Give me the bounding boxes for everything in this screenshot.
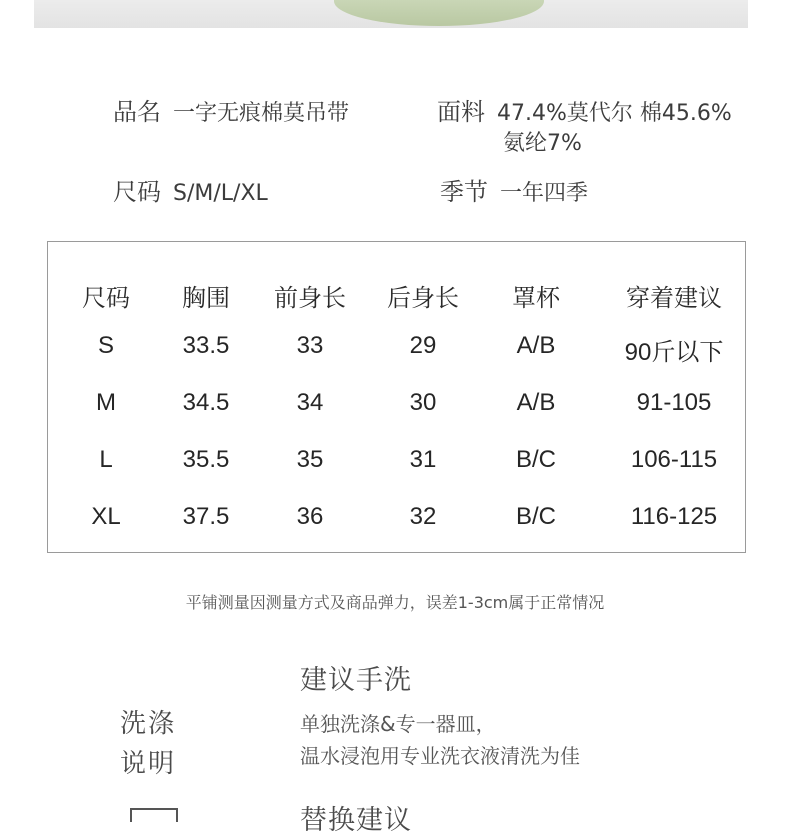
size-table-cell: 106-115 xyxy=(630,446,718,473)
washing-heading: 建议手洗 xyxy=(300,665,412,696)
size-table-cell: 37.5 xyxy=(182,503,230,530)
size-table-cell: S xyxy=(97,332,115,359)
size-table-header: 穿着建议 xyxy=(626,284,722,312)
spec-season-label: 季节 xyxy=(440,178,488,206)
size-table-cell: M xyxy=(96,389,116,416)
size-table-cell: 36 xyxy=(296,503,324,530)
size-table-cell: 30 xyxy=(409,389,437,416)
size-table-cell: 35 xyxy=(296,446,324,473)
spec-size-label: 尺码 xyxy=(113,178,161,206)
washing-title-line2: 说明 xyxy=(120,749,177,779)
size-table-cell: A/B xyxy=(516,389,556,416)
washing-title xyxy=(120,704,176,784)
size-table-header: 尺码 xyxy=(82,284,130,312)
garment-photo xyxy=(334,0,544,26)
spec-season xyxy=(440,172,588,207)
measurement-note: 平铺测量因测量方式及商品弹力，误差1-3cm属于正常情况 xyxy=(185,593,605,612)
size-table-cell: XL xyxy=(91,503,121,530)
spec-size xyxy=(113,172,268,207)
size-table-cell: L xyxy=(99,446,113,473)
washing-title-line1: 洗涤 xyxy=(120,709,177,739)
size-table-cell: 33.5 xyxy=(182,332,230,359)
size-table-cell: 33 xyxy=(296,332,324,359)
product-photo-strip xyxy=(34,0,748,28)
spec-fabric-value-line2: 氨纶7% xyxy=(503,131,582,156)
size-table-cell: 34 xyxy=(296,389,324,416)
spec-fabric-label: 面料 xyxy=(437,98,485,126)
size-table-header: 前身长 xyxy=(274,284,346,312)
size-table-cell: 90斤以下 xyxy=(624,339,724,366)
washing-line-1: 单独洗涤&专一器皿， xyxy=(300,712,496,736)
spec-name-value: 一字无痕棉莫吊带 xyxy=(173,101,350,126)
spec-season-value: 一年四季 xyxy=(500,181,589,206)
size-table-cell: B/C xyxy=(515,446,557,473)
spec-size-value: S/M/L/XL xyxy=(173,181,268,206)
size-table-cell: 31 xyxy=(409,446,437,473)
size-table-cell: 29 xyxy=(409,332,437,359)
washing-line-2: 温水浸泡用专业洗衣液清洗为佳 xyxy=(300,744,580,768)
size-table-cell: 32 xyxy=(409,503,437,530)
spec-fabric-value: 47.4%莫代尔 棉45.6% xyxy=(497,101,732,126)
size-table xyxy=(47,241,746,553)
size-table-cell: 35.5 xyxy=(182,446,230,473)
spec-name xyxy=(113,92,349,127)
size-table-cell: 91-105 xyxy=(636,389,712,416)
size-table-header: 胸围 xyxy=(182,284,230,312)
next-section-heading: 替换建议 xyxy=(300,805,412,836)
size-table-header: 罩杯 xyxy=(512,284,560,312)
washing-basin-icon xyxy=(130,808,178,822)
size-table-cell: 34.5 xyxy=(182,389,230,416)
size-table-cell: 116-125 xyxy=(630,503,718,530)
spec-name-label: 品名 xyxy=(113,98,161,126)
size-table-cell: B/C xyxy=(515,503,557,530)
size-table-cell: A/B xyxy=(516,332,556,359)
spec-fabric xyxy=(437,92,732,127)
size-table-header: 后身长 xyxy=(387,284,459,312)
